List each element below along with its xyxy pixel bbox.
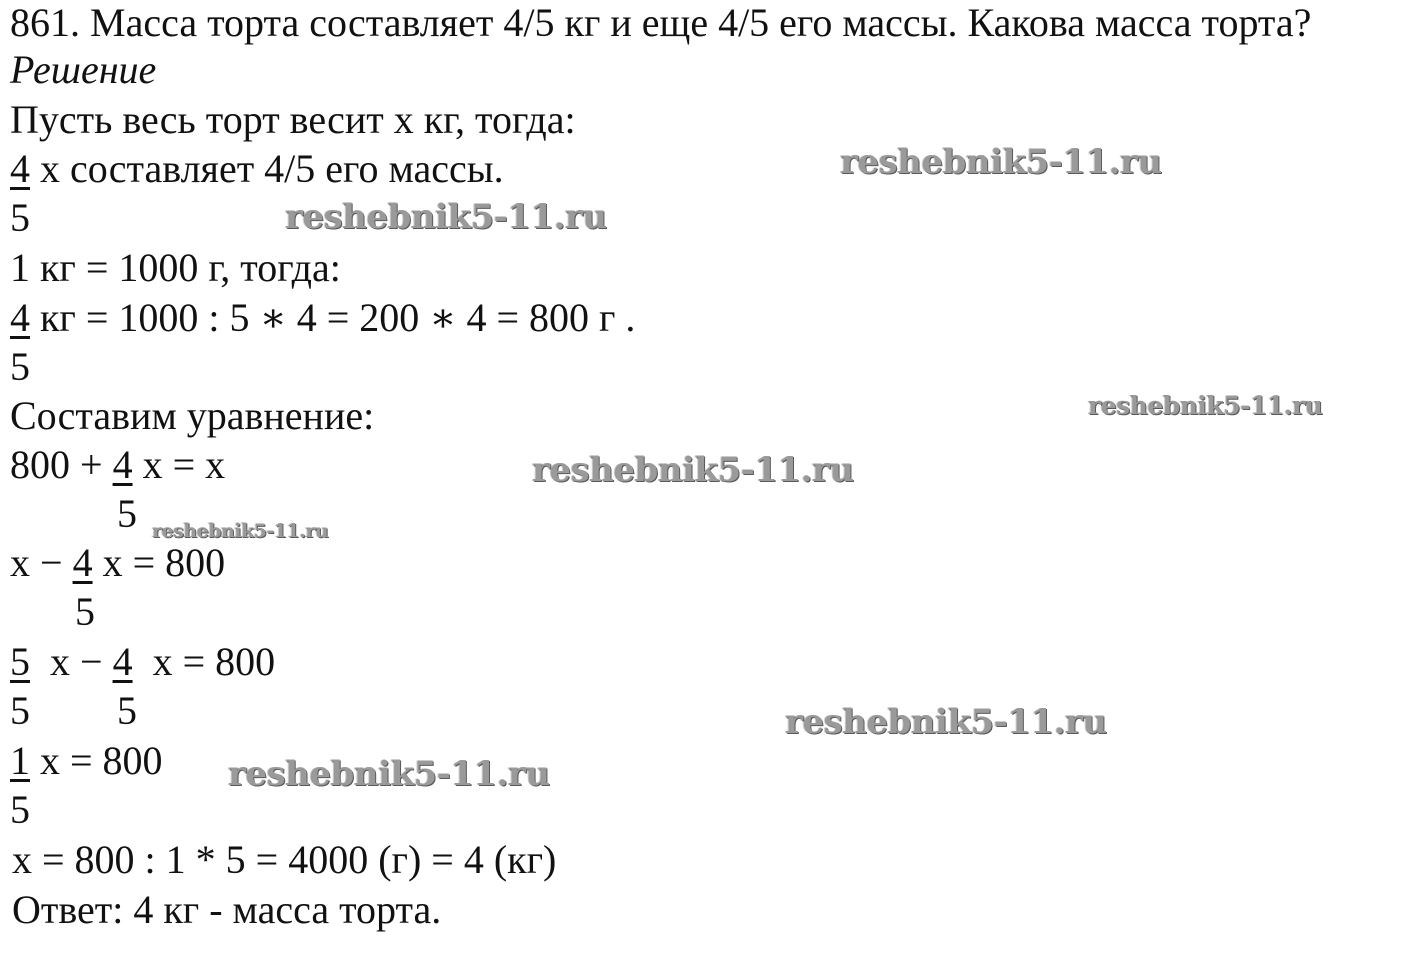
result-line: x = 800 : 1 * 5 = 4000 (г) = 4 (кг): [12, 837, 557, 882]
equation-text: 800 +: [10, 442, 113, 487]
fraction-denominator: 5: [10, 195, 30, 240]
watermark: reshebnik5-11.ru: [840, 142, 1162, 182]
fraction-denominator: 5: [10, 787, 30, 832]
equation-2: [10, 540, 225, 586]
fraction-denominator: 5: [10, 344, 30, 389]
watermark: reshebnik5-11.ru: [785, 702, 1107, 742]
solution-heading: Решение: [10, 47, 157, 92]
equation-text: x = x: [132, 442, 226, 487]
equation-3: [10, 639, 275, 685]
equation-text: x −: [10, 540, 73, 585]
line-text: x составляет 4/5 его массы.: [30, 146, 504, 191]
fraction-numerator: 4: [10, 146, 30, 191]
fraction-numerator: 1: [10, 738, 30, 783]
problem-statement: 861. Масса торта составляет 4/5 кг и еще 4/5 его массы. Какова масса торта?: [10, 0, 1312, 45]
fraction-numerator: 5: [10, 639, 30, 684]
equation-text: x = 800: [92, 540, 226, 585]
watermark: reshebnik5-11.ru: [285, 197, 607, 237]
answer-line: Ответ: 4 кг - масса торта.: [12, 887, 442, 932]
line-equation-heading: Составим уравнение:: [10, 393, 375, 438]
equation-4: [10, 738, 163, 784]
fraction-numerator: 4: [112, 639, 133, 684]
fraction-denominator: 5: [117, 491, 137, 536]
line-fraction-statement: [10, 146, 504, 192]
fraction-denominator: 5: [117, 688, 137, 733]
fraction-numerator: 4: [112, 442, 133, 487]
line-calculation: [10, 295, 635, 341]
watermark: reshebnik5-11.ru: [532, 450, 854, 490]
equation-1: [10, 442, 225, 488]
watermark: reshebnik5-11.ru: [152, 520, 329, 542]
line-conversion: 1 кг = 1000 г, тогда:: [10, 245, 341, 290]
watermark: reshebnik5-11.ru: [228, 754, 550, 794]
fraction-denominator: 5: [10, 688, 30, 733]
line-text: кг = 1000 : 5 ∗ 4 = 200 ∗ 4 = 800 г .: [30, 295, 636, 340]
equation-text: x −: [30, 639, 113, 684]
watermark: reshebnik5-11.ru: [1088, 391, 1323, 420]
fraction-numerator: 4: [72, 540, 93, 585]
equation-text: x = 800: [132, 639, 276, 684]
equation-text: x = 800: [30, 738, 163, 783]
line-let-x: Пусть весь торт весит x кг, тогда:: [10, 97, 576, 142]
fraction-numerator: 4: [10, 295, 30, 340]
fraction-denominator: 5: [75, 589, 95, 634]
